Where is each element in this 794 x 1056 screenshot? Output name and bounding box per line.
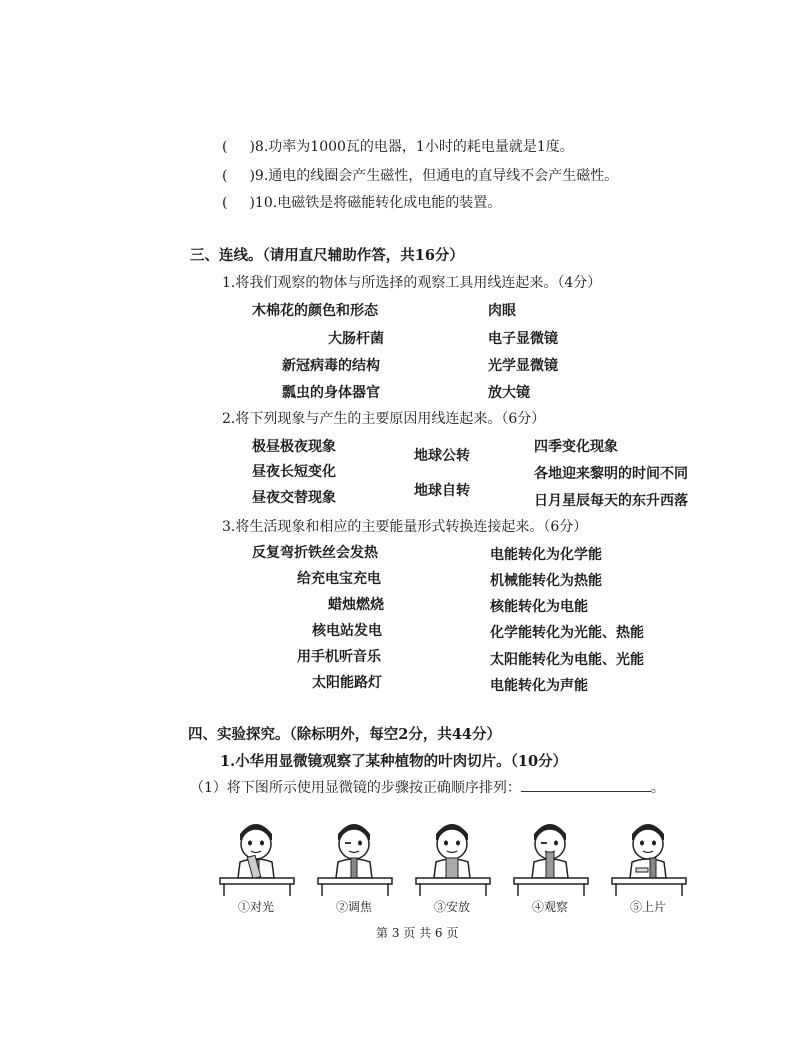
step-figure-5 (602, 812, 694, 920)
s3-q2-middle-2: 地球自转 (414, 483, 470, 499)
s3-q1-left-2: 大肠杆菌 (328, 331, 384, 347)
tf-text: 通电的线圈会产生磁性，但通电的直导线不会产生磁性。 (268, 168, 619, 184)
s3-q1-left-3: 新冠病毒的结构 (282, 358, 380, 374)
s3-q3-right-6: 电能转化为声能 (490, 678, 588, 694)
s3-q1-prompt: 1.将我们观察的物体与所选择的观察工具用线连起来。（4分） (222, 275, 602, 291)
s3-q2-right-2: 各地迎来黎明的时间不同 (534, 466, 688, 482)
tf-paren-open: ( (222, 168, 228, 184)
step-label-2: ②调焦 (335, 900, 372, 914)
student-microscope-icon (504, 812, 596, 896)
tf-text: 电磁铁是将磁能转化成电能的装置。 (277, 195, 502, 211)
s3-q3-prompt: 3.将生活现象和相应的主要能量形式转换连接起来。（6分） (222, 519, 588, 535)
student-microscope-icon (602, 812, 694, 896)
s3-q3-right-3: 核能转化为电能 (490, 599, 588, 615)
s4-q1-title: 1.小华用显微镜观察了某种植物的叶肉切片。（10分） (220, 753, 568, 770)
tf-item-10 (222, 192, 501, 212)
student-microscope-icon (210, 812, 302, 896)
s3-q1-right-4: 放大镜 (488, 385, 530, 401)
s3-q1-right-2: 电子显微镜 (488, 331, 558, 347)
student-microscope-icon (308, 812, 400, 896)
section3-title: 三、连线。（请用直尺辅助作答，共16分） (190, 247, 464, 264)
s3-q2-left-1: 极昼极夜现象 (252, 439, 336, 455)
s3-q2-right-3: 日月星辰每天的东升西落 (534, 493, 688, 509)
step-figure-2 (308, 812, 400, 920)
s3-q2-right-1: 四季变化现象 (534, 439, 618, 455)
s4-q1-sub-text: （1）将下图所示使用显微镜的步骤按正确顺序排列： (190, 780, 521, 796)
microscope-steps-figure (210, 812, 690, 920)
student-microscope-icon (406, 812, 498, 896)
s3-q2-prompt: 2.将下列现象与产生的主要原因用线连起来。（6分） (222, 411, 546, 427)
step-label-4: ④观察 (531, 900, 568, 914)
step-figure-3 (406, 812, 498, 920)
s3-q3-left-3: 蜡烛燃烧 (328, 597, 384, 613)
s3-q3-right-4: 化学能转化为光能、热能 (490, 625, 644, 641)
s3-q3-left-2: 给充电宝充电 (297, 571, 381, 587)
s3-q3-left-6: 太阳能路灯 (312, 675, 382, 691)
s3-q3-right-5: 太阳能转化为电能、光能 (490, 652, 644, 668)
tf-paren-open: ( (222, 195, 228, 211)
s3-q1-left-4: 瓢虫的身体器官 (282, 385, 380, 401)
page-footer: 第 3 页 共 6 页 (376, 926, 459, 940)
s3-q2-left-2: 昼夜长短变化 (252, 464, 336, 480)
s4-q1-sub (190, 777, 665, 797)
s4-q1-sub-end: 。 (650, 780, 665, 796)
tf-text: 功率为1000瓦的电器，1小时的耗电量就是1度。 (268, 139, 574, 155)
tf-item-8 (222, 136, 574, 156)
tf-item-9 (222, 165, 618, 185)
s3-q3-left-4: 核电站发电 (312, 623, 382, 639)
tf-number: )9. (249, 168, 269, 184)
step-figure-1 (210, 812, 302, 920)
step-label-3: ③安放 (433, 900, 470, 914)
s3-q1-right-3: 光学显微镜 (488, 358, 558, 374)
section4-title: 四、实验探究。（除标明外，每空2分，共44分） (188, 726, 502, 743)
s3-q3-right-2: 机械能转化为热能 (490, 573, 602, 589)
answer-blank[interactable] (521, 779, 651, 792)
tf-number: )8. (249, 139, 269, 155)
s3-q1-right-1: 肉眼 (488, 303, 516, 319)
tf-paren-open: ( (222, 139, 228, 155)
tf-number: )10. (249, 195, 278, 211)
s3-q1-left-1: 木棉花的颜色和形态 (252, 303, 378, 319)
s3-q3-right-1: 电能转化为化学能 (490, 547, 602, 563)
s3-q3-left-5: 用手机听音乐 (297, 649, 381, 665)
s3-q3-left-1: 反复弯折铁丝会发热 (252, 545, 378, 561)
s3-q2-left-3: 昼夜交替现象 (252, 490, 336, 506)
step-label-5: ⑤上片 (629, 900, 666, 914)
step-figure-4 (504, 812, 596, 920)
step-label-1: ①对光 (237, 900, 274, 914)
s3-q2-middle-1: 地球公转 (414, 448, 470, 464)
